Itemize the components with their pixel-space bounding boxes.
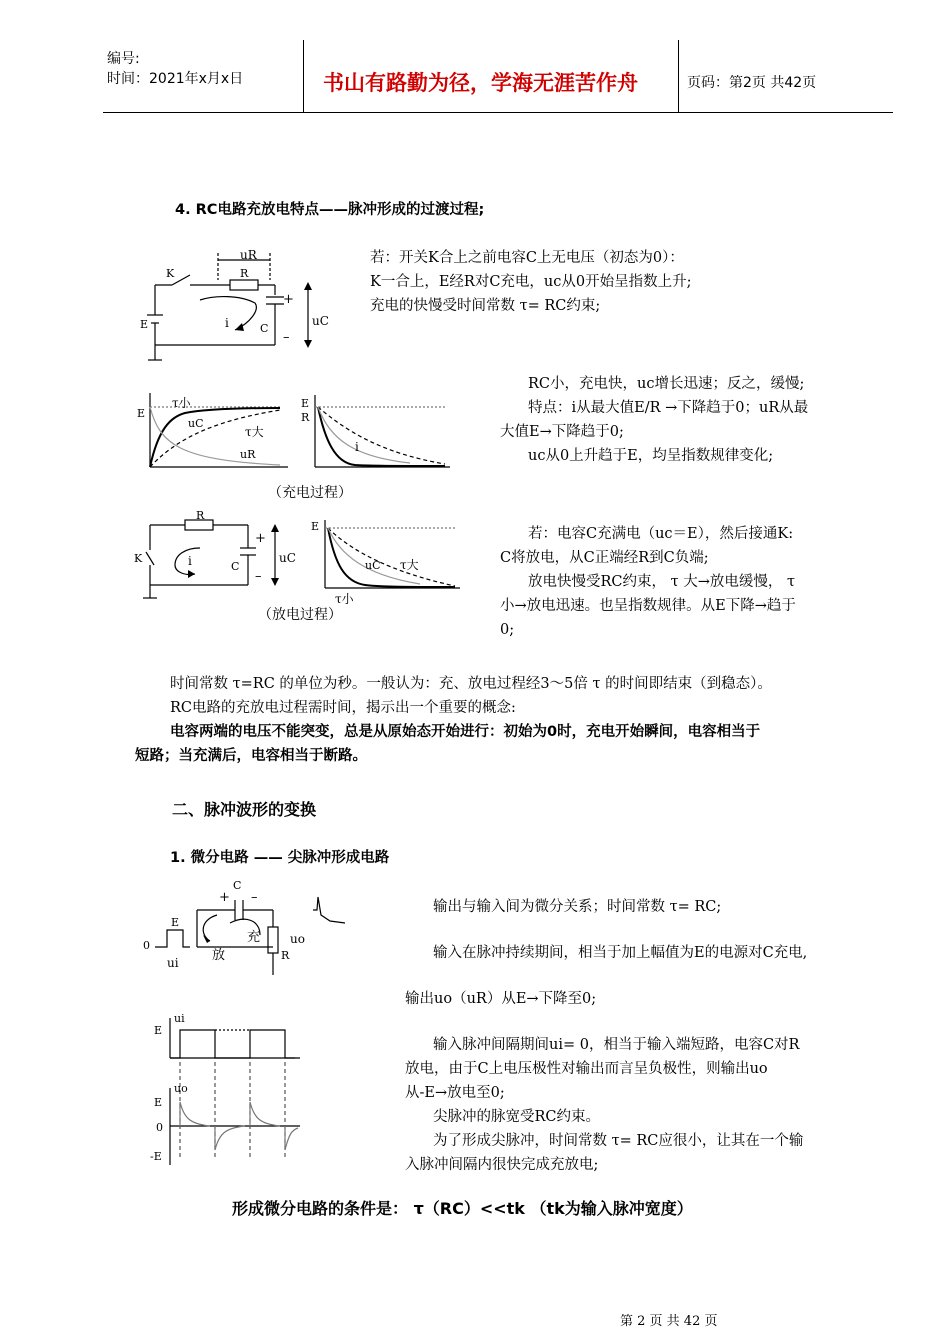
differentiator-circuit — [135, 875, 365, 980]
section2-title: 二、脉冲波形的变换 — [172, 800, 317, 819]
page-indicator: 页码：第2页 共42页 — [687, 75, 817, 91]
doc-number-label: 编号: — [107, 51, 140, 67]
wave-zero: 0 — [156, 1121, 163, 1134]
graph2-i: i — [355, 440, 359, 454]
page-footer: 第 2 页 共 42 页 — [620, 1314, 718, 1329]
diff-label-charge: 充 — [247, 930, 261, 945]
dis-label-R: R — [196, 510, 205, 522]
wave-minusE: -E — [150, 1150, 162, 1163]
dis-label-K: K — [134, 552, 143, 565]
charge-caption: （充电过程） — [268, 485, 352, 501]
label-E: E — [140, 318, 149, 331]
dis-label-C: C — [231, 560, 240, 573]
dis-label-minus: – — [255, 569, 262, 584]
dis-graph-tau-small: τ小 — [335, 592, 354, 606]
wave-E-top: E — [154, 1024, 163, 1037]
diff-line-1: 输出与输入间为微分关系；时间常数 τ= RC; — [433, 899, 722, 915]
discharging-diagram — [130, 510, 470, 610]
label-i: i — [225, 316, 229, 330]
diff-label-R: R — [281, 949, 290, 962]
diff-minus: – — [251, 890, 258, 905]
diff-label-C: C — [233, 879, 242, 892]
diff-line-6: 从-E→放电至0; — [405, 1085, 505, 1101]
label-minus: – — [283, 330, 290, 345]
time-const-line-1: 时间常数 τ=RC 的单位为秒。一般认为：充、放电过程经3～5倍 τ 的时间即结束（到稳态）。 — [170, 676, 772, 692]
header-divider-1 — [303, 40, 304, 112]
diff-label-E: E — [171, 916, 180, 929]
wave-E: E — [154, 1096, 163, 1109]
time-const-line-2: RC电路的充放电过程需时间，揭示出一个重要的概念: — [170, 700, 516, 716]
diff-plus: + — [219, 890, 230, 905]
feature-line-2: 大值E→下降趋于0; — [500, 424, 624, 440]
graph2-R: R — [301, 411, 310, 424]
discharge-text-block — [500, 522, 865, 642]
time-constant-para — [170, 672, 870, 720]
charge-text-block — [370, 246, 810, 318]
header-divider-2 — [678, 40, 679, 112]
dis-graph-uC: uC — [365, 559, 381, 572]
diff-line-3: 输出uo（uR）从E→下降至0; — [405, 991, 597, 1007]
label-uR: uR — [240, 248, 257, 262]
diff-line-8: 为了形成尖脉冲，时间常数 τ= RC应很小，让其在一个输 — [433, 1133, 804, 1149]
discharge-line-2: C将放电，从C正端经R到C负端; — [500, 550, 709, 566]
rc-small-line: RC小，充电快，uc增长迅速；反之，缓慢; — [528, 376, 805, 392]
dis-label-i: i — [188, 554, 192, 568]
diff-label-0: 0 — [143, 939, 150, 952]
key-concept-line-1: 电容两端的电压不能突变，总是从原始态开始进行：初始为0时，充电开始瞬间，电容相当于 — [170, 724, 761, 740]
discharge-line-3: 放电快慢受RC约束， τ 大→放电缓慢， τ — [528, 574, 796, 590]
key-concept-para — [135, 720, 870, 768]
feature-line-1: 特点：i从最大值E/R →下降趋于0；uR从最 — [528, 400, 809, 416]
charge-line-3: 充电的快慢受时间常数 τ= RC约束; — [370, 298, 601, 314]
graph1-uC: uC — [188, 417, 204, 430]
wave-uo: uo — [174, 1082, 188, 1095]
dis-graph-tau-large: τ大 — [400, 558, 419, 572]
graph1-uR: uR — [240, 448, 256, 461]
charging-circuit-diagram — [130, 235, 345, 365]
charge-line-1: 若：开关K合上之前电容C上无电压（初态为0）： — [370, 250, 684, 266]
label-uC: uC — [312, 314, 329, 328]
graph2-E: E — [301, 397, 310, 410]
rc-feature-block — [500, 372, 870, 468]
doc-time-label: 时间：2021年x月x日 — [107, 71, 244, 87]
label-plus: + — [283, 292, 294, 307]
section4-title: 4. RC电路充放电特点——脉冲形成的过渡过程; — [175, 202, 485, 218]
dis-graph-E: E — [311, 520, 320, 533]
diff-line-9: 入脉冲间隔内很快完成充放电; — [405, 1157, 599, 1173]
diff-line-7: 尖脉冲的脉宽受RC约束。 — [433, 1109, 601, 1125]
graph1-tau-large: τ大 — [245, 425, 264, 439]
header-motto: 书山有路勤为径，学海无涯苦作舟 — [323, 71, 638, 95]
feature-line-3: uc从0上升趋于E，均呈指数规律变化; — [528, 448, 774, 464]
label-C: C — [260, 322, 269, 335]
key-concept-line-2: 短路；当充满后，电容相当于断路。 — [135, 748, 367, 764]
discharge-caption: （放电过程） — [258, 607, 342, 623]
discharge-line-5: 0; — [500, 622, 515, 638]
graph1-tau-small: τ小 — [172, 396, 191, 410]
differentiator-text-block — [405, 895, 875, 1177]
charge-line-2: K一合上，E经R对C充电，uc从0开始呈指数上升; — [370, 274, 692, 290]
diff-label-uo: uo — [290, 932, 305, 946]
discharge-line-1: 若：电容C充满电（uc＝E），然后接通K: — [528, 526, 794, 542]
diff-line-2: 输入在脉冲持续期间，相当于加上幅值为E的电源对C充电, — [433, 945, 808, 961]
charging-graphs — [130, 385, 460, 480]
header-rule — [103, 112, 893, 113]
dis-label-plus: + — [255, 531, 266, 546]
diff-label-ui: ui — [167, 956, 179, 970]
differentiator-title: 1. 微分电路 —— 尖脉冲形成电路 — [170, 850, 390, 866]
wave-ui: ui — [174, 1012, 185, 1025]
diff-line-4: 输入脉冲间隔期间ui= 0，相当于输入端短路，电容C对R — [433, 1037, 800, 1053]
diff-line-5: 放电，由于C上电压极性对输出而言呈负极性，则输出uo — [405, 1061, 768, 1077]
label-R: R — [240, 267, 249, 280]
differentiator-waveforms — [140, 1010, 310, 1170]
discharge-line-4: 小→放电迅速。也呈指数规律。从E下降→趋于 — [500, 598, 796, 614]
label-K: K — [166, 267, 175, 280]
diff-label-discharge: 放 — [212, 948, 226, 963]
header — [103, 40, 893, 114]
dis-label-uC: uC — [279, 551, 296, 565]
differentiator-condition: 形成微分电路的条件是： τ（RC）<<tk （tk为输入脉冲宽度） — [232, 1199, 693, 1218]
graph1-E: E — [137, 407, 146, 420]
